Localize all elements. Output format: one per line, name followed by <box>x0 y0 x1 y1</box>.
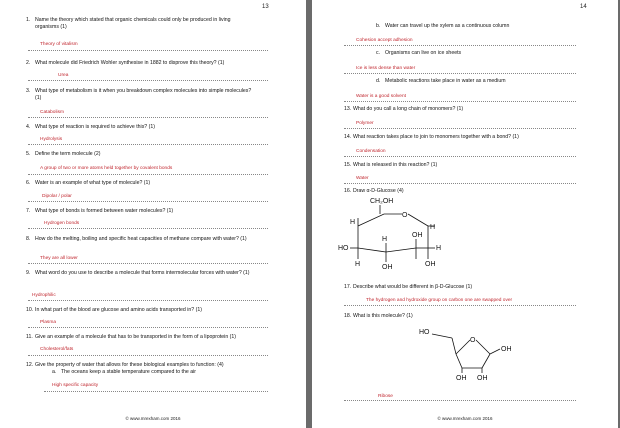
question-13: 13. What do you call a long chain of monomers? (1) <box>344 106 464 112</box>
page-number: 14 <box>580 4 587 10</box>
page-number: 13 <box>262 4 269 10</box>
answer-15: Water <box>356 176 369 181</box>
question-1: 1. Name the theory which stated that organic chemicals could only be produced in living organisms (1) <box>26 17 231 30</box>
answer-line <box>344 305 576 306</box>
answer-18: Ribose <box>378 394 393 399</box>
glucose-label: CH₂OH <box>370 198 394 205</box>
answer-12b: Cohesion accept adhesion <box>356 38 413 43</box>
answer-line <box>28 300 268 301</box>
answer-12d: Water is a good solvent <box>356 94 406 99</box>
glucose-label: H <box>436 245 442 252</box>
answer-7: Hydrogen bonds <box>44 221 80 226</box>
answer-line <box>344 183 576 184</box>
answer-2: Urea <box>58 73 69 78</box>
right-page <box>312 0 618 428</box>
question-5: 5. Define the term molecule (2) <box>26 151 101 157</box>
answer-6: Dipolar / polar <box>42 194 72 199</box>
answer-line <box>344 400 576 401</box>
answer-11: Cholesterol/fats <box>40 347 74 352</box>
answer-12a: High specific capacity <box>52 383 99 388</box>
answer-line <box>28 117 268 118</box>
answer-line <box>28 228 268 229</box>
alpha-glucose-diagram <box>336 196 466 276</box>
question-12: 12. Give the property of water that allows for these biological examples to function: (4) <box>26 362 224 368</box>
answer-4: Hydrolysis <box>40 137 63 142</box>
answer-line <box>344 73 576 74</box>
answer-line <box>28 80 268 81</box>
glucose-label: HO <box>338 245 349 252</box>
glucose-label: OH <box>412 232 423 239</box>
answer-10: Plasma <box>40 320 56 325</box>
question-3: 3. What type of metabolism is it when you breakdown complex molecules into simple molecules? (1) <box>26 88 252 101</box>
page-footer: © www.mrexham.com 2016 <box>125 416 181 421</box>
answer-line <box>344 128 576 129</box>
question-10: 10. In what part of the blood are glucose and amino acids transported in? (1) <box>26 307 202 313</box>
question-6: 6. Water is an example of what type of molecule? (1) <box>26 180 151 186</box>
glucose-label: OH <box>382 264 393 271</box>
answer-line <box>344 101 576 102</box>
glucose-label: H <box>350 219 356 226</box>
question-12b: b. Water can travel up the xylem as a continuous column <box>376 23 510 29</box>
ribose-label: OH <box>477 375 488 382</box>
answer-1: Theory of vitalism <box>40 42 78 47</box>
answer-5: A group of two or more atoms held together by covalent bonds <box>40 166 173 171</box>
answer-line <box>28 144 268 145</box>
answer-line <box>28 355 268 356</box>
ribose-label: HO <box>419 329 430 336</box>
answer-3: Catabolism <box>40 110 64 115</box>
question-2: 2. What molecule did Friedrich Wohler synthesise in 1882 to disprove this theory? (1) <box>26 60 225 66</box>
glucose-label: H <box>382 236 388 243</box>
answer-line <box>344 156 576 157</box>
ribose-diagram <box>416 322 516 384</box>
ribose-label: OH <box>501 346 512 353</box>
answer-8: They are all lower <box>40 256 78 261</box>
answer-12c: Ice is less dense than water <box>356 66 416 71</box>
question-15: 15. What is released in this reaction? (1) <box>344 162 438 168</box>
page-footer: © www.mrexham.com 2016 <box>437 416 493 421</box>
question-9: 9. What word do you use to describe a molecule that forms intermolecular forces with water? (1) <box>26 270 250 276</box>
answer-line <box>344 45 576 46</box>
question-8: 8. How do the melting, boiling and specific heat capacities of methane compare with water? (1) <box>26 236 247 242</box>
answer-line <box>28 50 268 51</box>
glucose-label: O <box>402 212 408 219</box>
ribose-label: OH <box>456 375 467 382</box>
question-18: 18. What is this molecule? (1) <box>344 313 413 319</box>
answer-line <box>44 391 268 392</box>
answer-line <box>28 201 268 202</box>
left-page <box>0 0 306 428</box>
question-16: 16. Draw α-D-Glucose (4) <box>344 188 404 194</box>
question-17: 17. Describe what would be different in β-D-Glucose (1) <box>344 284 473 290</box>
question-11: 11. Give an example of a molecule that has to be transported in the form of a lipoprotein (1) <box>26 334 236 340</box>
question-7: 7. What type of bonds is formed between water molecules? (1) <box>26 208 174 214</box>
glucose-label: OH <box>425 261 436 268</box>
ribose-label: O <box>470 337 476 344</box>
answer-line <box>28 327 268 328</box>
glucose-label: H <box>355 261 361 268</box>
answer-13: Polymer <box>356 121 374 126</box>
question-12d: d. Metabolic reactions take place in water as a medium <box>376 78 506 84</box>
question-4: 4. What type of reaction is required to achieve this? (1) <box>26 124 155 130</box>
answer-14: Condensation <box>356 149 386 154</box>
answer-17: The hydrogen and hydroxide group on carbon one are swapped over <box>366 298 513 303</box>
question-12c: c. Organisms can live on ice sheets <box>376 50 462 56</box>
answer-9: Hydrophilic <box>32 293 56 298</box>
glucose-label: H <box>430 224 436 231</box>
answer-line <box>28 263 268 264</box>
question-14: 14. What reaction takes place to join to monomers together with a bond? (1) <box>344 134 519 140</box>
answer-line <box>28 174 268 175</box>
question-12a: a. The oceans keep a stable temperature compared to the air <box>52 369 196 375</box>
